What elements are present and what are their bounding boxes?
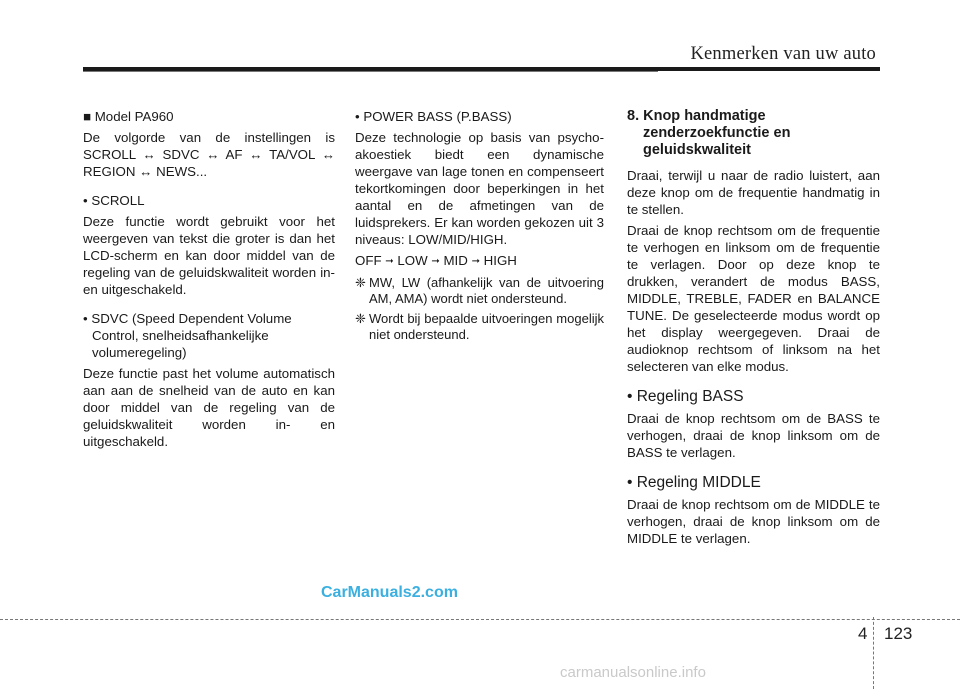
note-2-text: Wordt bij bepaalde uitvoeringen mogelijk niet ondersteund. bbox=[369, 311, 604, 342]
arrow-right-icon: ➞ bbox=[431, 256, 440, 267]
page-number-divider bbox=[873, 617, 874, 689]
arrow-right-icon: ➞ bbox=[385, 256, 394, 267]
section-heading-line2: zenderzoekfunctie en bbox=[643, 125, 791, 141]
footer-site-watermark: carmanualsonline.info bbox=[560, 664, 706, 681]
tuning-paragraph: Draai, terwijl u naar de radio luistert, aan deze knop om de frequentie handmatig in te stellen. bbox=[627, 168, 880, 217]
sdvc-bullet-line3: volumeregeling) bbox=[92, 345, 187, 360]
pbass-sequence bbox=[355, 252, 604, 271]
section-heading-line1: 8. Knop handmatige bbox=[627, 108, 766, 124]
bass-paragraph: Draai de knop rechtsom om de BASS te verhogen, draai de knop linksom om de BASS te verlagen. bbox=[627, 411, 880, 460]
seq-high: HIGH bbox=[483, 253, 517, 268]
note-1 bbox=[355, 275, 604, 307]
bass-heading: • Regeling BASS bbox=[627, 388, 744, 405]
arrow-right-icon: ➞ bbox=[471, 256, 480, 267]
section-heading-line3: geluidskwaliteit bbox=[643, 142, 751, 158]
seq-off: OFF bbox=[355, 253, 382, 268]
sdvc-bullet-line2: Control, snelheidsafhankelijke bbox=[92, 328, 269, 343]
page-header-title: Kenmerken van uw auto bbox=[690, 44, 876, 64]
sdvc-paragraph: Deze functie past het volume automatisch aan aan de snelheid van de auto en kan door middel van de regeling van de geluidskwaliteit worden in- en uitgeschakeld. bbox=[83, 366, 335, 449]
order-paragraph: De volgorde van de instellingen is SCROLL ↔ SDVC ↔ AF ↔ TA/VOL ↔ REGION ↔ NEWS... bbox=[83, 130, 335, 179]
seq-low: LOW bbox=[397, 253, 428, 268]
sdvc-bullet: • SDVC (Speed Dependent Volume bbox=[83, 311, 292, 326]
middle-heading: • Regeling MIDDLE bbox=[627, 474, 761, 491]
column-3 bbox=[627, 108, 880, 547]
note-mark-icon: ❈ bbox=[355, 275, 366, 290]
chapter-number: 4 bbox=[858, 624, 868, 643]
pbass-bullet: • POWER BASS (P.BASS) bbox=[355, 109, 512, 124]
column-2 bbox=[355, 108, 604, 343]
scroll-bullet: • SCROLL bbox=[83, 193, 145, 208]
mode-paragraph: Draai de knop rechtsom om de frequentie te verhogen en linksom om de frequentie te verlagen. Door op deze knop te drukken, verandert de modus BASS, MIDDLE, TREBLE, FADER en BALANCE TUNE. De geselecteerde modus wordt op het display weergegeven. Draai de audioknop rechtsom of linksom na het selecteren van elke modus. bbox=[627, 223, 880, 374]
column-1 bbox=[83, 108, 335, 450]
middle-paragraph: Draai de knop rechtsom om de MIDDLE te verhogen, draai de knop linksom om de MIDDLE te verlagen. bbox=[627, 497, 880, 546]
model-label: ■ Model PA960 bbox=[83, 109, 174, 124]
seq-mid: MID bbox=[443, 253, 468, 268]
note-2 bbox=[355, 311, 604, 343]
note-mark-icon: ❈ bbox=[355, 311, 366, 326]
footer-dashed-rule bbox=[0, 619, 960, 620]
note-1-text: MW, LW (afhankelijk van de uitvoering AM, AMA) wordt niet ondersteund. bbox=[369, 275, 604, 306]
scroll-paragraph: Deze functie wordt gebruikt voor het weergeven van tekst die groter is dan het LCD-scherm en kan door middel van de regeling van de geluidskwaliteit worden in- en uitgeschakeld. bbox=[83, 214, 335, 297]
header-rule-thin bbox=[83, 71, 658, 72]
page-number: 123 bbox=[884, 624, 913, 643]
pbass-paragraph: Deze technologie op basis van psycho-akoestiek biedt een dynamische weergave van lage tonen en compenseert tekortkomingen door beperkingen in het aantal en de afmetingen van de luidsprekers. Er kan worden gekozen uit 3 niveaus: LOW/MID/HIGH. bbox=[355, 130, 604, 247]
watermark-link[interactable]: CarManuals2.com bbox=[321, 584, 458, 601]
